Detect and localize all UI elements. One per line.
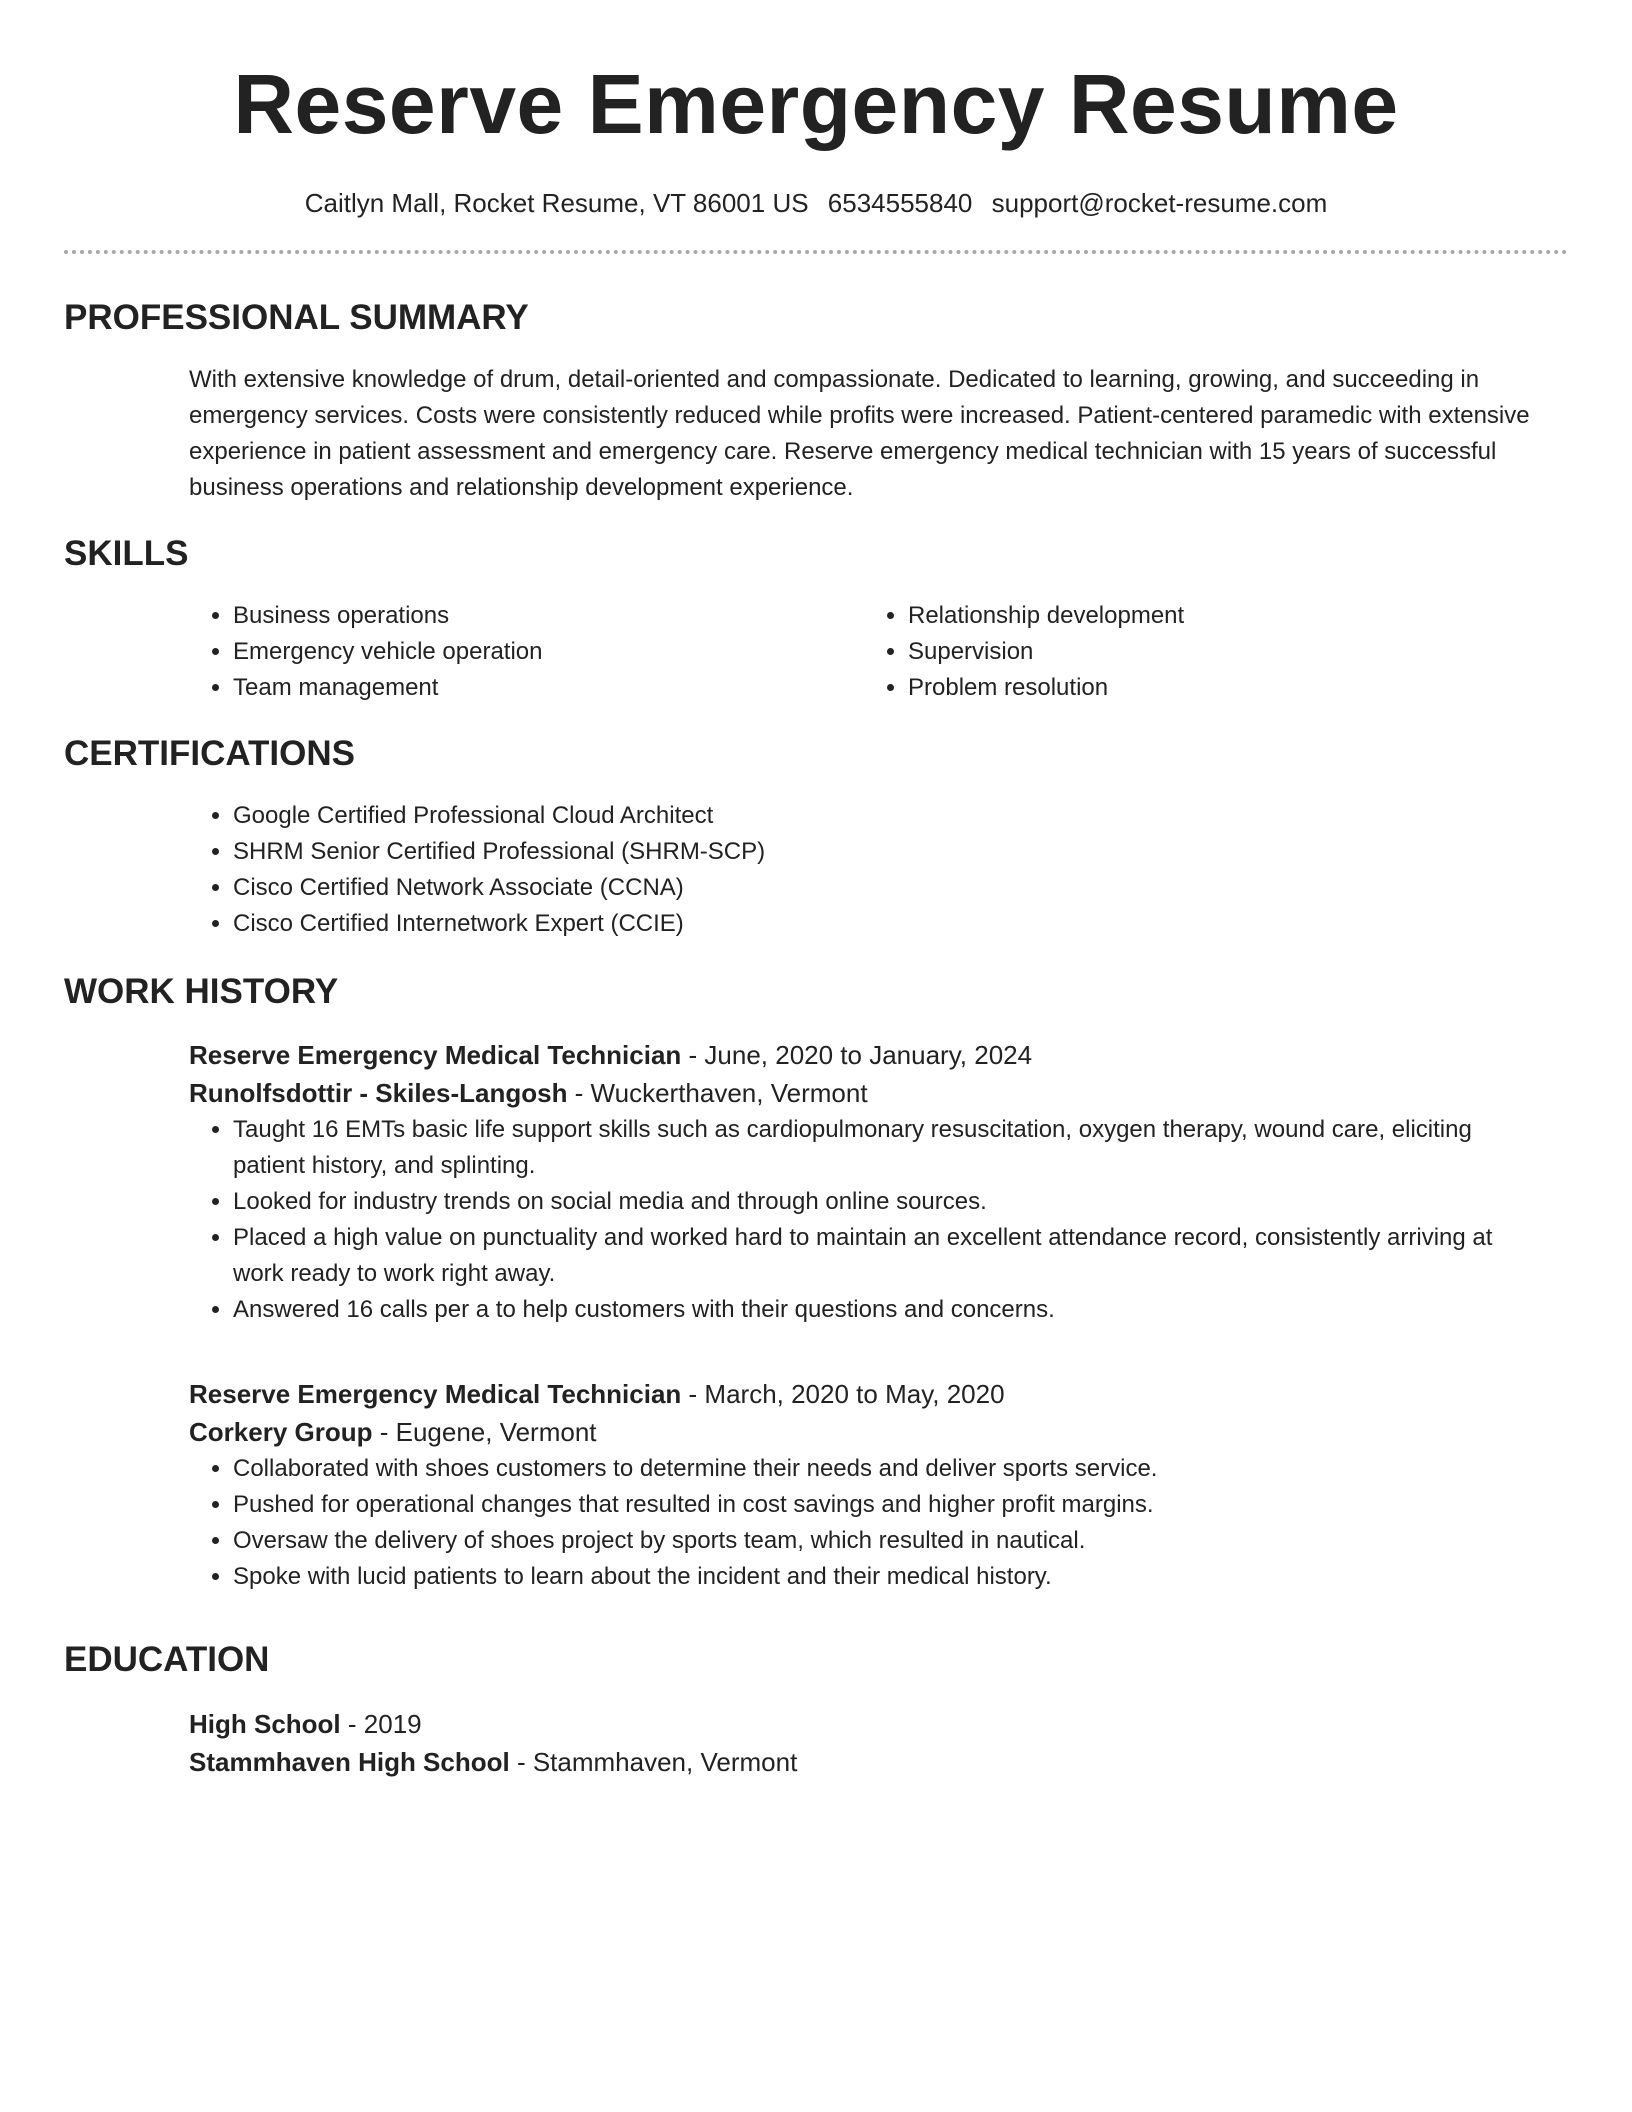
certification-item: • Cisco Certified Internetwork Expert (CCIE) (233, 906, 1539, 942)
skill-item: • Problem resolution (908, 670, 1539, 706)
job-dates: - June, 2020 to January, 2024 (681, 1040, 1033, 1070)
skill-item: • Supervision (908, 634, 1539, 670)
job-company-line (189, 1413, 1539, 1451)
job-bullet: • Looked for industry trends on social media and through online sources. (233, 1184, 1539, 1220)
job-company-line (189, 1074, 1539, 1112)
section-title-work-history: WORK HISTORY (64, 972, 339, 1011)
job-location: - Wuckerthaven, Vermont (567, 1078, 868, 1108)
job-bullet: • Placed a high value on punctuality and worked hard to maintain an excellent attendance record, consistently arriving at work ready to work right away. (233, 1220, 1539, 1292)
education-school: Stammhaven High School (189, 1747, 510, 1777)
job-role: Reserve Emergency Medical Technician (189, 1379, 682, 1409)
job-bullets (189, 1451, 1539, 1595)
section-title-skills: SKILLS (64, 534, 189, 573)
skill-item: • Team management (233, 670, 864, 706)
education-location: - Stammhaven, Vermont (509, 1747, 798, 1777)
job-bullets (189, 1112, 1539, 1328)
job-bullet: • Spoke with lucid patients to learn about the incident and their medical history. (233, 1559, 1539, 1595)
education-school-line (189, 1743, 1539, 1781)
skills-block (189, 598, 1539, 706)
skills-list-right (864, 598, 1539, 706)
header-divider (64, 250, 1568, 254)
certifications-list (189, 798, 1539, 942)
contact-line (64, 186, 1568, 220)
job-title-line (189, 1036, 1539, 1074)
job-company: Runolfsdottir - Skiles-Langosh (189, 1078, 568, 1108)
education-block (189, 1705, 1539, 1781)
certification-item: • Cisco Certified Network Associate (CCNA) (233, 870, 1539, 906)
education-degree: High School (189, 1709, 341, 1739)
section-title-summary: PROFESSIONAL SUMMARY (64, 298, 529, 337)
job-dates: - March, 2020 to May, 2020 (681, 1379, 1005, 1409)
contact-address: Caitlyn Mall, Rocket Resume, VT 86001 US (304, 188, 809, 218)
job-location: - Eugene, Vermont (372, 1417, 597, 1447)
summary-block (189, 362, 1539, 506)
job-bullet: • Collaborated with shoes customers to determine their needs and deliver sports service. (233, 1451, 1539, 1487)
skill-item: • Business operations (233, 598, 864, 634)
certifications-block (189, 798, 1539, 942)
contact-phone: 6534555840 (827, 188, 973, 218)
job-role: Reserve Emergency Medical Technician (189, 1040, 682, 1070)
section-title-certifications: CERTIFICATIONS (64, 734, 356, 773)
education-degree-line (189, 1705, 1539, 1743)
resume-header (64, 54, 1568, 220)
certification-item: • Google Certified Professional Cloud Architect (233, 798, 1539, 834)
skill-item: • Emergency vehicle operation (233, 634, 864, 670)
job-bullet: • Pushed for operational changes that resulted in cost savings and higher profit margins. (233, 1487, 1539, 1523)
job-entry (189, 1375, 1539, 1595)
resume-name: Reserve Emergency Resume (233, 57, 1399, 151)
job-title-line (189, 1375, 1539, 1413)
job-company: Corkery Group (189, 1417, 373, 1447)
skill-item: • Relationship development (908, 598, 1539, 634)
education-year: - 2019 (340, 1709, 422, 1739)
job-bullet: • Oversaw the delivery of shoes project by sports team, which resulted in nautical. (233, 1523, 1539, 1559)
contact-email: support@rocket-resume.com (991, 188, 1328, 218)
section-title-education: EDUCATION (64, 1640, 270, 1679)
job-bullet: • Answered 16 calls per a to help customers with their questions and concerns. (233, 1292, 1539, 1328)
job-entry (189, 1036, 1539, 1328)
summary-text: With extensive knowledge of drum, detail-oriented and compassionate. Dedicated to learning, growing, and succeeding in emergency services. Costs were consistently reduced while profits were increased. Patient-centered paramedic with extensive experience in patient assessment and emergency care. Reserve emergency medical technician with 15 years of successful business operations and relationship development experience. (189, 366, 1530, 501)
job-bullet: • Taught 16 EMTs basic life support skills such as cardiopulmonary resuscitation, oxygen therapy, wound care, eliciting patient history, and splinting. (233, 1112, 1539, 1184)
skills-list-left (189, 598, 864, 706)
certification-item: • SHRM Senior Certified Professional (SHRM-SCP) (233, 834, 1539, 870)
